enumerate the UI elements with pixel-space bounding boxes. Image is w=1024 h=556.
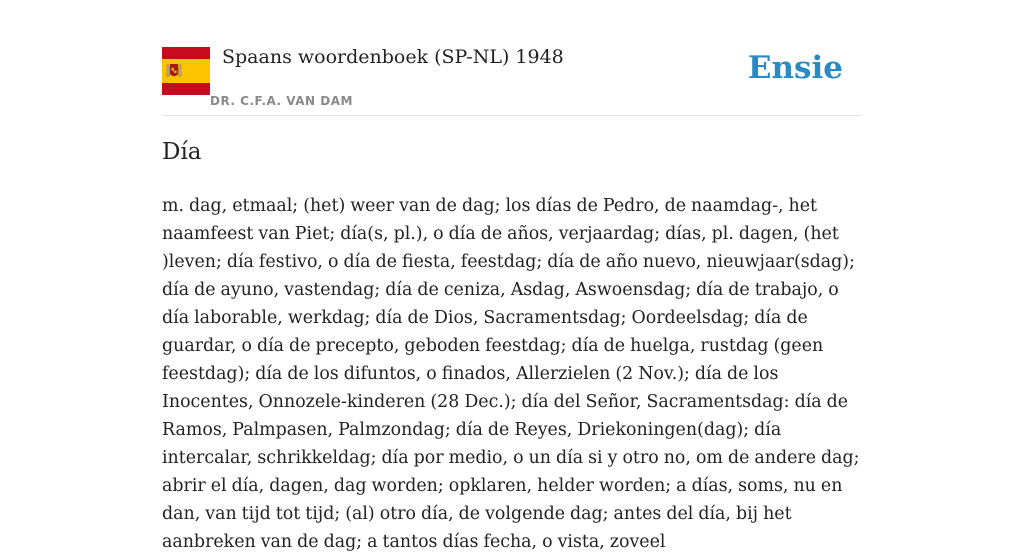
coat-of-arms-icon	[167, 62, 181, 80]
header-divider	[162, 115, 862, 116]
flag-stripe-top	[162, 47, 210, 59]
flag-stripe-bottom	[162, 83, 210, 95]
author-name[interactable]: DR. C.F.A. VAN DAM	[210, 94, 353, 108]
entry-definition: m. dag, etmaal; (het) weer van de dag; los días de Pedro, de naamdag-, het naamfeest van Piet; día(s, pl.), o día de años, verjaardag; días, pl. dagen, (het )leven; día festivo, o día de fiesta, feestdag; día de año nuevo, nieuwjaar(sdag); día de ayuno, vastendag; día de ceniza, Asdag, Aswoensdag; día de trabajo, o día laborable, werkdag; día de Dios, Sacramentsdag; Oordeelsdag; día de guardar, o día de precepto, geboden feestdag; día de huelga, rustdag (geen feestdag); día de los difuntos, o finados, Allerzielen (2 Nov.); día de los Inocentes, Onnozele-kinderen (28 Dec.); día del Señor, Sacramentsdag: día de Ramos, Palmpasen, Palmzondag; día de Reyes, Driekoningen(dag); día intercalar, schrikkeldag; día por medio, o un día si y otro no, om de andere dag; abrir el día, dagen, dag worden; opklaren, helder worden; a días, soms, nu en dan, van tijd tot tijd; (al) otro día, de volgende dag; antes del día, bij het aanbreken van de dag; a tantos días fecha, o vista, zoveel	[162, 196, 860, 552]
header	[162, 46, 862, 116]
brand-logo[interactable]: Ensie	[747, 50, 843, 86]
entry-headword: Día	[162, 139, 202, 165]
book-title[interactable]: Spaans woordenboek (SP-NL) 1948	[222, 46, 564, 68]
spain-flag-icon	[162, 47, 210, 95]
